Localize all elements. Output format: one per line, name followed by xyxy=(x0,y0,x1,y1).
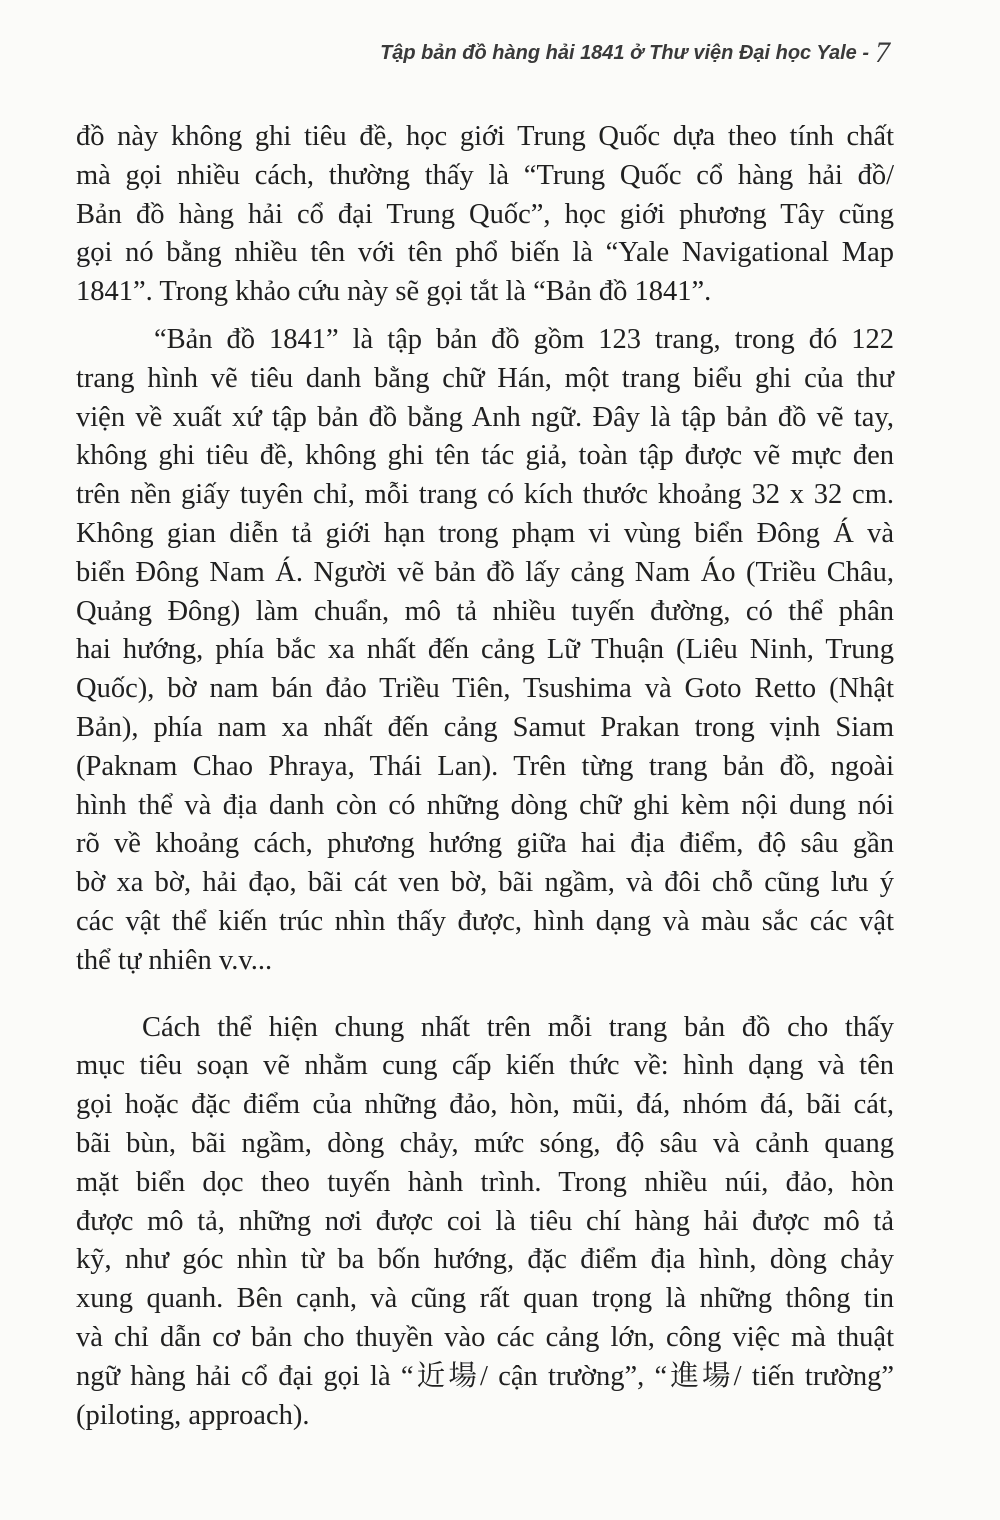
text-line: Bản), phía nam xa nhất đến cảng Samut Prakan trong vịnh Siam xyxy=(76,711,894,743)
text-line: mục tiêu soạn vẽ nhằm cung cấp kiến thức về: hình dạng và tên xyxy=(76,1050,894,1082)
running-title: Tập bản đồ hàng hải 1841 ở Thư viện Đại học Yale - xyxy=(380,42,869,64)
text-line: trên nền giấy tuyên chỉ, mỗi trang có kích thước khoảng 32 x 32 cm. xyxy=(76,479,894,511)
text-line: “Bản đồ 1841” là tập bản đồ gồm 123 trang, trong đó 122 xyxy=(154,323,894,355)
text-line: và chỉ dẫn cơ bản cho thuyền vào các cảng lớn, công việc mà thuật xyxy=(76,1321,894,1353)
text-line: (Paknam Chao Phraya, Thái Lan). Trên từng trang bản đồ, ngoài xyxy=(76,750,894,782)
text-line: Quảng Đông) làm chuẩn, mô tả nhiều tuyến đường, có thể phân xyxy=(76,595,894,627)
text-line: viện về xuất xứ tập bản đồ bằng Anh ngữ. Đây là tập bản đồ vẽ tay, xyxy=(76,401,894,433)
text-line: Quốc), bờ nam bán đảo Triều Tiên, Tsushima và Goto Retto (Nhật xyxy=(76,673,894,705)
text-line: thể tự nhiên v.v... xyxy=(76,944,273,976)
running-header xyxy=(380,36,890,70)
text-line: Bản đồ hàng hải cổ đại Trung Quốc”, học giới phương Tây cũng xyxy=(76,198,894,230)
text-line: các vật thể kiến trúc nhìn thấy được, hình dạng và màu sắc các vật xyxy=(76,905,894,937)
text-line: mặt biển dọc theo tuyến hành trình. Trong nhiều núi, đảo, hòn xyxy=(76,1166,894,1198)
page-number: 7 xyxy=(875,36,890,69)
paragraph-1 xyxy=(76,118,894,312)
text-line: hai hướng, phía bắc xa nhất đến cảng Lữ Thuận (Liêu Ninh, Trung xyxy=(76,634,894,666)
text-line: đồ này không ghi tiêu đề, học giới Trung Quốc dựa theo tính chất xyxy=(76,121,894,152)
text-line: không ghi tiêu đề, không ghi tên tác giả, toàn tập được vẽ mực đen xyxy=(76,440,894,472)
text-line: mà gọi nhiều cách, thường thấy là “Trung Quốc cổ hàng hải đồ/ xyxy=(76,159,894,191)
text-line: rõ về khoảng cách, phương hướng giữa hai địa điểm, độ sâu gần xyxy=(76,828,894,860)
paragraph-3 xyxy=(76,1009,894,1436)
text-line: hình thể và địa danh còn có những dòng chữ ghi kèm nội dung nói xyxy=(76,789,894,821)
text-line: được mô tả, những nơi được coi là tiêu chí hàng hải được mô tả xyxy=(76,1205,894,1237)
text-line: (piloting, approach). xyxy=(76,1399,310,1431)
text-line: 1841”. Trong khảo cứu này sẽ gọi tắt là “Bản đồ 1841”. xyxy=(76,276,712,308)
body-text xyxy=(76,118,894,1435)
text-line: Cách thể hiện chung nhất trên mỗi trang bản đồ cho thấy xyxy=(142,1011,894,1043)
text-line: bãi bùn, bãi ngầm, dòng chảy, mức sóng, độ sâu và cảnh quang xyxy=(76,1127,894,1159)
text-line: trang hình vẽ tiêu danh bằng chữ Hán, một trang biểu ghi của thư xyxy=(76,362,894,394)
text-line: kỹ, như góc nhìn từ ba bốn hướng, đặc điểm địa hình, dòng chảy xyxy=(76,1244,894,1276)
text-line: bờ xa bờ, hải đạo, bãi cát ven bờ, bãi ngầm, và đôi chỗ cũng lưu ý xyxy=(76,867,894,899)
text-line: gọi nó bằng nhiều tên với tên phổ biến là “Yale Navigational Map xyxy=(76,237,894,269)
text-line: gọi hoặc đặc điểm của những đảo, hòn, mũi, đá, nhóm đá, bãi cát, xyxy=(76,1089,894,1121)
text-line: biển Đông Nam Á. Người vẽ bản đồ lấy cảng Nam Áo (Triều Châu, xyxy=(76,556,894,588)
text-line: xung quanh. Bên cạnh, và cũng rất quan trọng là những thông tin xyxy=(76,1283,894,1315)
text-line: Không gian diễn tả giới hạn trong phạm vi vùng biển Đông Á và xyxy=(76,517,894,549)
paragraph-2 xyxy=(76,321,894,981)
text-line: ngữ hàng hải cổ đại gọi là “近場/ cận trường”, “進場/ tiến trường” xyxy=(76,1360,894,1392)
